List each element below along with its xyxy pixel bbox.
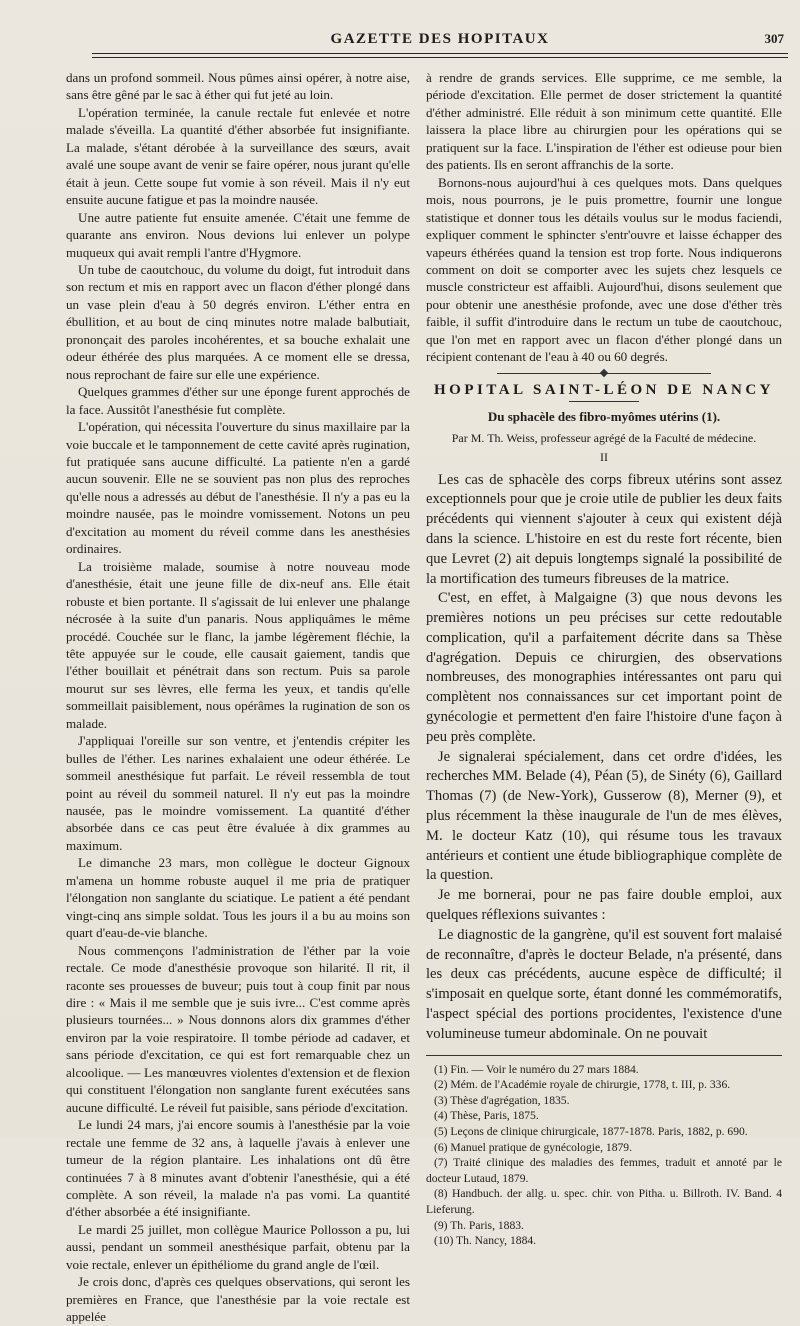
footnote: (2) Mém. de l'Académie royale de chirurgie, 1778, t. III, p. 336. <box>434 1078 731 1092</box>
paragraph: à rendre de grands services. Elle supprime, ce me semble, la période d'excitation. Elle permet de doser strictement la quantité d'éther administré. Elle réduit à son minimum cette quantité. Elle laissera la place libre au chirurgien pour les opérations qui se pratiquent sur la face. L'inspiration de l'éther est odieuse pour bien des patients. Ils en seront affranchis de la sorte. <box>426 70 782 173</box>
footnote: (1) Fin. — Voir le numéro du 27 mars 1884. <box>434 1062 639 1076</box>
paragraph: Je me bornerai, pour ne pas faire double emploi, aux quelques réflexions suivantes : <box>426 887 782 924</box>
section-separator <box>497 373 711 374</box>
paragraph: Un tube de caoutchouc, du volume du doigt, fut introduit dans son rectum et mis en rapport avec un flacon d'éther plongé dans un vase plein d'eau à 50 degrés environ. L'éther entra en ébullition, et au bout de cinq minutes notre malade balbutiait, prononçait des paroles incohérentes, et sa bouche exhalait une odeur éthérée des plus marquées. A ce moment elle se dressa, nous reprochant de faire sur elle une expérience. <box>66 261 410 382</box>
footnote: (4) Thèse, Paris, 1875. <box>434 1109 539 1123</box>
paragraph: J'appliquai l'oreille sur son ventre, et j'entendis crépiter les bulles de l'éther. Les narines exhalaient une odeur éthérée. Le sommeil anesthésique fut parfait. Le réveil ressembla de tout point au réveil du sommeil naturel. Il n'y eut pas la moindre nausée, pas le moindre vomissement. La quantité d'éther absorbée dans ce cas peut être évaluée à dix grammes au maximum. <box>66 733 410 853</box>
heading-rule <box>569 401 639 402</box>
footnote: (6) Manuel pratique de gynécologie, 1879. <box>434 1140 632 1154</box>
left-column <box>66 69 410 1326</box>
paragraph: C'est, en effet, à Malgaigne (3) que nous devons les premières notions un peu précises sur cette redoutable complication, qu'il a parfaitement décrite dans sa Thèse d'agrégation. Depuis ce chirurgien, des observations nombreuses, des monographies intéressantes ont paru qui complètent nos connaissances sur cet important point de gynécologie et permettent d'en faire l'histoire d'une façon à peu près complète. <box>426 590 782 745</box>
article-title: Du sphacèle des fibro-myômes utérins (1). <box>487 409 721 425</box>
paragraph: Le dimanche 23 mars, mon collègue le docteur Gignoux m'amena un homme robuste auquel il me pria de pratiquer l'élongation non sanglante du sciatique. Le patient a été pendant vingt-cinq ans simple soldat. Tous les jours il a bu au moins son quart d'eau-de-vie blanche. <box>66 855 410 941</box>
footnote: (3) Thèse d'agrégation, 1835. <box>434 1093 570 1107</box>
paragraph: L'opération terminée, la canule rectale fut enlevée et notre malade s'éveilla. La quantité d'éther absorbée fut insignifiante. La malade, s'étant dérobée à la surveillance des sœurs, avait avalé une soupe avant de venir se faire opérer, nous jurant qu'elle était à jeun. Cette soupe fut vomie à son réveil. Mais il n'y eut ensuite aucune fatigue et pas la moindre nausée. <box>66 104 410 208</box>
paragraph: Nous commençons l'administration de l'éther par la voie rectale. Ce mode d'anesthésie provoque son hilarité. Il rit, il raconte ses prouesses de buveur; puis tout à coup finit par nous dire : « Mais il me semble que je suis ivre... C'est comme après plusieurs tournées... » Nous donnons alors dix grammes d'éther environ par la voie respiratoire. Il tombe période ad cadaver, et sans période d'excitation, ce qui est fort remarquable chez un alcoolique. — Les manœuvres violentes d'extension et de flexion qui constituent l'élongation non sanglante furent exécutées sans aucune difficulté. Le réveil fut paisible, sans période d'excitation. <box>66 942 410 1115</box>
paragraph: Je signalerai spécialement, dans cet ordre d'idées, les recherches MM. Belade (4), Péan (5), de Sinéty (6), Gaillard Thomas (7) (de New-York), Gusserow (8), Merner (9), et plus récemment la thèse inaugurale de l'un de mes élèves, M. le docteur Katz (10), qui résume tous les travaux antérieurs et contient une étude bibliographique complète de la question. <box>426 748 782 884</box>
footnote: (9) Th. Paris, 1883. <box>434 1218 524 1232</box>
article-body <box>426 471 782 1045</box>
journal-title: GAZETTE DES HOPITAUX <box>330 31 550 47</box>
paragraph: Les cas de sphacèle des corps fibreux utérins sont assez exceptionnels pour que je croie utile de publier les deux faits précédents qui viennent s'ajouter à ceux qui existent déjà dans la science. L'histoire en est du reste fort récente, bien que Levret (2) ait depuis longtemps signalé la possibilité de la mortification des tumeurs fibreuses de la matrice. <box>426 471 782 587</box>
footnote-rule <box>426 1055 782 1056</box>
paragraph: Une autre patiente fut ensuite amenée. C'était une femme de quarante ans environ. Nous devions lui enlever un polype muqueux qui avait rempli l'antre d'Hygmore. <box>66 209 410 260</box>
paragraph: La troisième malade, soumise à notre nouveau mode d'anesthésie, était une jeune fille de dix-neuf ans. Elle était robuste et bien portante. Il s'agissait de lui enlever une phalange nécrosée à la suite d'un panaris. Nous appliquâmes le même procédé. Couchée sur le flanc, la jambe légèrement fléchie, la tête appuyée sur le coude, elle causait gaiement, tandis que l'éther bouillait et pénétrait dans son rectum. Puis sa parole mourut sur ses lèvres, elle ferma les yeux, et tandis qu'elle sommeillait paisiblement, nous opérâmes la rugination de son os malade. <box>66 558 410 731</box>
paragraph: Le diagnostic de la gangrène, qu'il est souvent fort malaisé de reconnaître, d'après le docteur Belade, n'a présenté, dans les deux cas précédents, aucune espèce de difficulté; il s'imposait en quelque sorte, étant donné les commémoratifs, l'aspect spécial des portions procidentes, l'existence d'une volumineuse tumeur abdominale. On ne pouvait <box>426 926 782 1042</box>
page-number: 307 <box>764 31 784 46</box>
footnote: (5) Leçons de clinique chirurgicale, 1877-1878. Paris, 1882, p. 690. <box>434 1125 748 1138</box>
section-heading: HOPITAL SAINT-LÉON DE NANCY <box>434 381 774 398</box>
paragraph: Le mardi 25 juillet, mon collègue Maurice Pollosson a pu, lui aussi, pendant un sommeil anesthésique parfait, obtenu par la voie rectale, enlever un épithéliome du grand angle de l'œil. <box>66 1221 410 1272</box>
paragraph: Quelques grammes d'éther sur une éponge furent approchés de la face. Aussitôt l'anesthésie fut complète. <box>66 384 410 417</box>
paragraph: Je crois donc, d'après ces quelques observations, qui seront les premières en France, que l'anesthésie par la voie rectale est appelée <box>66 1274 410 1325</box>
separator-diamond-icon <box>600 368 608 376</box>
paragraph: Le lundi 24 mars, j'ai encore soumis à l'anesthésie par la voie rectale une femme de 32 ans, à laquelle j'avais à enlever une tumeur de la région plantaire. Les inhalations ont dû être continuées 7 à 8 minutes avant d'obtenir l'anesthésie, qui a été complète. A son réveil, la malade n'a pas vomi. La quantité d'éther absorbée a été insignifiante. <box>66 1117 410 1220</box>
page-header <box>92 28 788 62</box>
footnote: (7) Traité clinique des maladies des femmes, traduit et annoté par le docteur Lutaud, 1879. <box>426 1156 782 1185</box>
footnotes <box>426 1062 782 1249</box>
footnote: (8) Handbuch. der allg. u. spec. chir. von Pitha. u. Billroth. IV. Band. 4 Lieferung. <box>426 1187 782 1216</box>
right-column <box>426 69 782 1249</box>
paragraph: L'opération, qui nécessita l'ouverture du sinus maxillaire par la voie buccale et le tamponnement de cette cavité après rugination, fut pratiquée sans aucune difficulté. La patiente n'en a gardé aucun souvenir. Elle ne se souvient pas non plus des reproches qu'elle nous a adressés au début de l'anesthésie. Il n'y a pas eu la moindre nausée, pas le moindre vomissement. Notons un peu d'excitation au moment du réveil comme dans les anesthésies ordinaires. <box>66 419 410 557</box>
footnote: (10) Th. Nancy, 1884. <box>434 1234 537 1248</box>
author-line: Par M. Th. Weiss, professeur agrégé de la Faculté de médecine. <box>451 430 757 445</box>
part-number: II <box>600 450 608 465</box>
paragraph: Bornons-nous aujourd'hui à ces quelques mots. Dans quelques mois, nous pourrons, je le puis promettre, fournir une longue statistique et donner tous les détails voulus sur le modus faciendi, expliquer comment le sphincter s'entr'ouvre et laisse échapper des vapeurs éthérées quand la tension est trop forte. Nous indiquerons comment on doit se comporter avec les sujets chez lesquels ce muscle constricteur est affaibli. Aujourd'hui, disons seulement que pour obtenir une anesthésie profonde, avec une dose d'éther très faible, il suffit d'introduire dans le rectum un tube de caoutchouc, que l'on met en rapport avec un flacon d'éther plongé dans un récipient contenant de l'eau à 40 ou 60 degrés. <box>426 174 782 365</box>
header-rule <box>92 53 788 54</box>
paragraph: dans un profond sommeil. Nous pûmes ainsi opérer, à notre aise, sans être gêné par le sac à éther qui fut jeté au loin. <box>66 70 410 103</box>
header-rule-double <box>92 57 788 58</box>
